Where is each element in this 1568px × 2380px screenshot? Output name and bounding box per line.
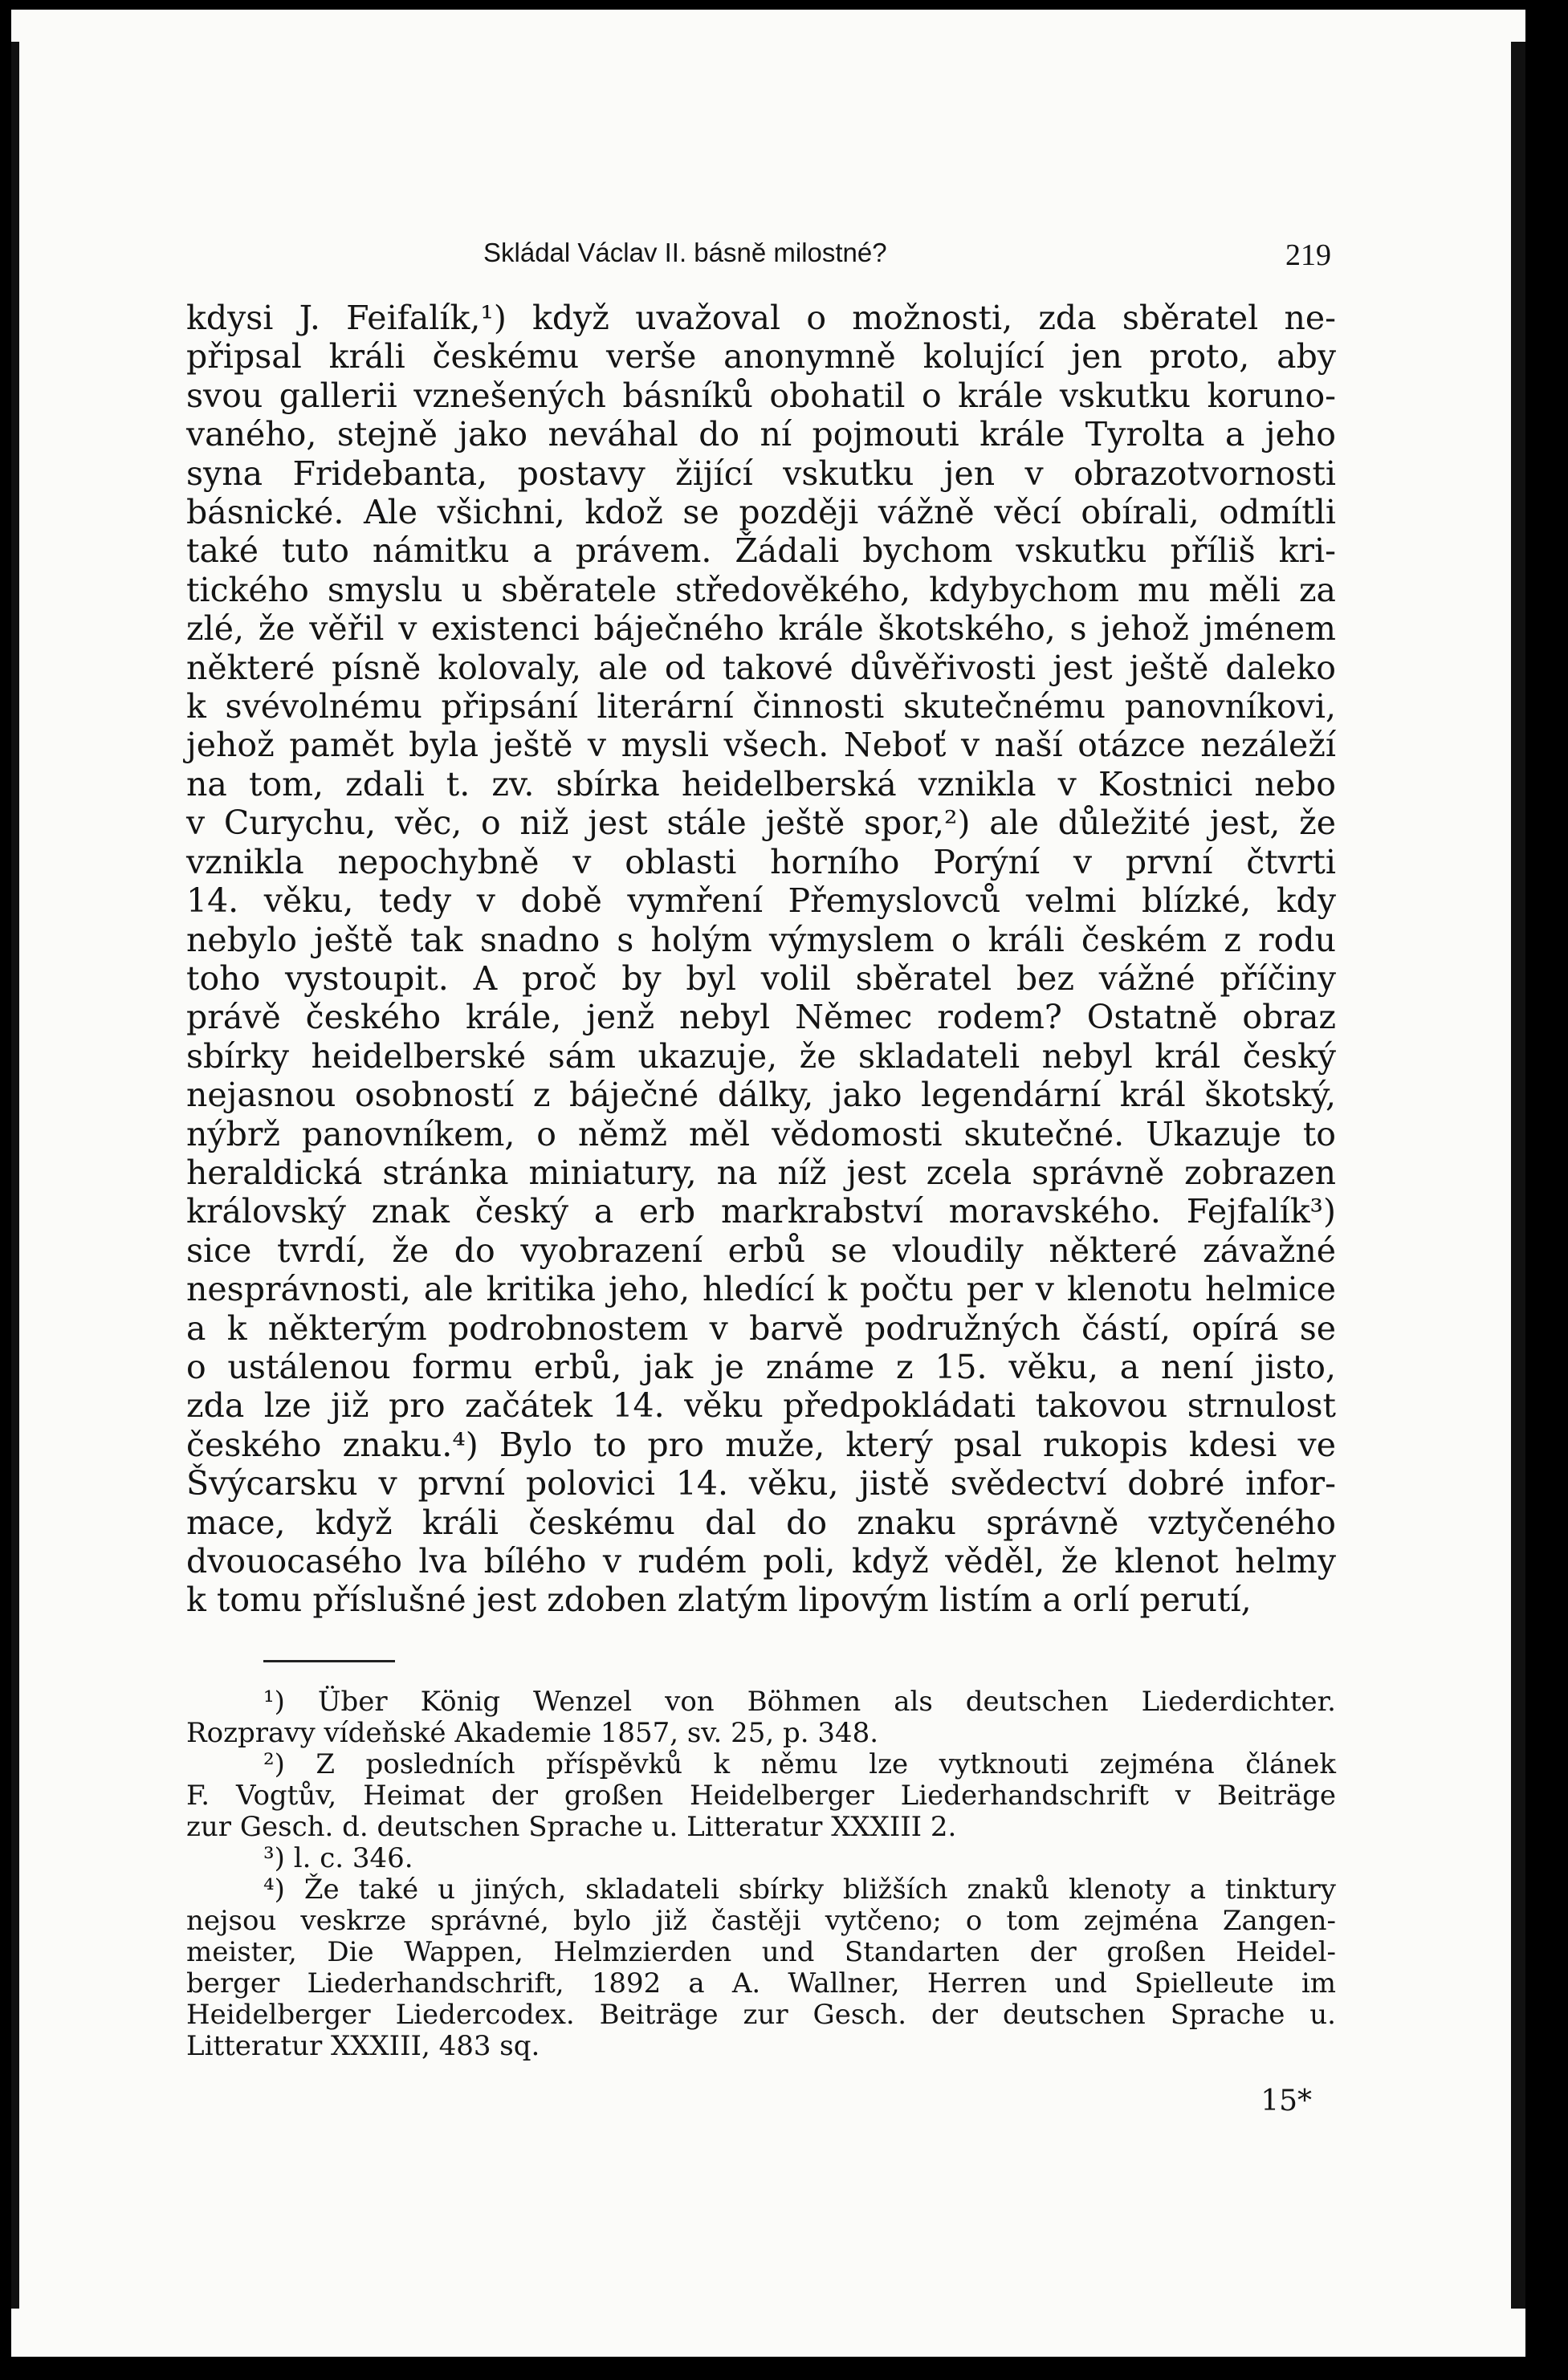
footnote-line: F. Vogtův, Heimat der großen Heidelberger Liederhandschrift v Beiträge (186, 1779, 1336, 1812)
body-line: Švýcarsku v první polovici 14. věku, jistě svědectví dobré infor- (186, 1464, 1336, 1503)
body-line: sice tvrdí, že do vyobrazení erbů se vloudily některé závažné (186, 1231, 1336, 1270)
body-line: básnické. Ale všichni, kdož se později vážně věcí obírali, odmítli (186, 493, 1336, 532)
body-line: k svévolnému připsání literární činnosti skutečnému panovníkovi, (186, 687, 1336, 726)
running-head (186, 226, 1336, 275)
body-line: některé písně kolovaly, ale od takové důvěřivosti jest ještě daleko (186, 648, 1336, 687)
body-line: kdysi J. Feifalík,¹) když uvažoval o možnosti, zda sběratel ne- (186, 299, 1336, 337)
footnote-line: Rozpravy vídeňské Akademie 1857, sv. 25, p. 348. (186, 1716, 879, 1749)
body-line: vznikla nepochybně v oblasti horního Porýní v první čtvrti (186, 842, 1336, 881)
page-number: 219 (1285, 238, 1331, 272)
body-line: a k některým podrobnostem v barvě podružných částí, opírá se (186, 1308, 1336, 1348)
body-line: syna Fridebanta, postavy žijící vskutku jen v obrazotvornosti (186, 454, 1336, 493)
footnote-line: Heidelberger Liedercodex. Beiträge zur Gesch. der deutschen Sprache u. (186, 1998, 1336, 2031)
body-line: tického smyslu u sběratele středověkého, kdybychom mu měli za (186, 570, 1336, 609)
body-line: nýbrž panovníkem, o němž měl vědomosti skutečné. Ukazuje to (186, 1114, 1336, 1153)
body-line: jehož pamět byla ještě v mysli všech. Neboť v naší otázce nezáleží (186, 726, 1336, 765)
footnote-line: berger Liederhandschrift, 1892 a A. Wallner, Herren und Spielleute im (186, 1967, 1336, 2000)
body-line: zlé, že věřil v existenci báječného krále škotského, s jehož jménem (186, 609, 1336, 649)
body-line: 14. věku, tedy v době vymření Přemyslovců velmi blízké, kdy (186, 881, 1336, 921)
body-line: k tomu příslušné jest zdoben zlatým lipovým listím a orlí perutí, (186, 1581, 1252, 1620)
body-line: nejasnou osobností z báječné dálky, jako legendární král škotský, (186, 1076, 1336, 1115)
body-line: heraldická stránka miniatury, na níž jest zcela správně zobrazen (186, 1153, 1336, 1192)
footnote (186, 1874, 1336, 2062)
footnote-line: ²) Z posledních příspěvků k němu lze vytknouti zejména článek (263, 1747, 1336, 1780)
body-line: nebylo ještě tak snadno s holým výmyslem o králi českém z rodu (186, 920, 1336, 959)
page-content (186, 226, 1336, 2118)
body-line: toho vystoupit. A proč by byl volil sběratel bez vážné příčiny (186, 958, 1336, 998)
body-line: také tuto námitku a právem. Žádali bychom vskutku příliš kri- (186, 531, 1336, 571)
footnote-line: ³) l. c. 346. (263, 1841, 413, 1874)
footnote (186, 1686, 1336, 1749)
body-line: českého znaku.⁴) Bylo to pro muže, který psal rukopis kdesi ve (186, 1425, 1336, 1464)
footnote (186, 1749, 1336, 1843)
footnote-line: ¹) Über König Wenzel von Böhmen als deutschen Liederdichter. (263, 1685, 1336, 1718)
footnote-line: nejsou veskrze správné, bylo již častěji vytčeno; o tom zejména Zangen- (186, 1904, 1336, 1937)
body-line: na tom, zdali t. zv. sbírka heidelberská vznikla v Kostnici nebo (186, 764, 1336, 804)
body-line: dvouocasého lva bílého v rudém poli, když věděl, že klenot helmy (186, 1542, 1336, 1581)
running-head-title: Skládal Václav II. básně milostné? (483, 238, 887, 267)
footnote-line: Litteratur XXXIII, 483 sq. (186, 2029, 540, 2062)
footnote-line: meister, Die Wappen, Helmzierden und Standarten der großen Heidel- (186, 1935, 1336, 1968)
scan-edge-left (11, 42, 19, 2309)
body-line: nesprávnosti, ale kritika jeho, hledící k počtu per v klenotu helmice (186, 1270, 1336, 1309)
body-line: mace, když králi českému dal do znaku správně vztyčeného (186, 1503, 1336, 1542)
footnotes (186, 1686, 1336, 2062)
body-line: o ustálenou formu erbů, jak je známe z 15. věku, a není jisto, (186, 1347, 1336, 1386)
body-line: v Curychu, věc, o niž jest stále ještě spor,²) ale důležité jest, že (186, 804, 1336, 843)
footnote-line: zur Gesch. d. deutschen Sprache u. Litteratur XXXIII 2. (186, 1810, 957, 1843)
body-line: zda lze již pro začátek 14. věku předpokládati takovou strnulost (186, 1386, 1336, 1426)
footnote-line: ⁴) Že také u jiných, skladateli sbírky bližších znaků klenoty a tinktury (263, 1873, 1336, 1906)
footnote-separator (263, 1660, 395, 1662)
body-line: svou gallerii vznešených básníků obohatil o krále vskutku koruno- (186, 376, 1336, 415)
signature-mark: 15* (1261, 2084, 1312, 2118)
footnote (186, 1843, 1336, 1874)
body-text (186, 299, 1336, 1620)
body-line: královský znak český a erb markrabství moravského. Fejfalík³) (186, 1192, 1336, 1231)
body-line: sbírky heidelberské sám ukazuje, že skladateli nebyl král český (186, 1036, 1336, 1076)
scan-edge-right (1511, 42, 1525, 2309)
body-line: vaného, stejně jako neváhal do ní pojmouti krále Tyrolta a jeho (186, 415, 1336, 454)
book-page (11, 10, 1525, 2357)
body-line: právě českého krále, jenž nebyl Němec rodem? Ostatně obraz (186, 998, 1336, 1037)
body-line: připsal králi českému verše anonymně kolující jen proto, aby (186, 337, 1336, 376)
